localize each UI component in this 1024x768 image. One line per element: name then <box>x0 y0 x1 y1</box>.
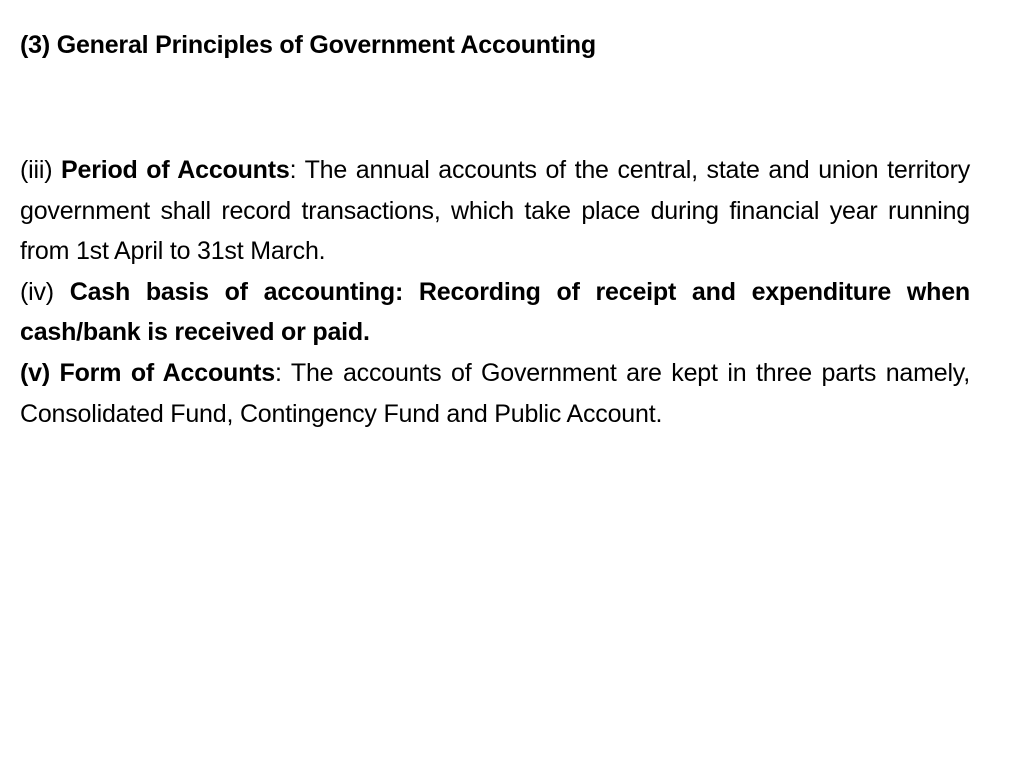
paragraph-heading: Period of Accounts <box>61 156 290 184</box>
paragraph-form-of-accounts <box>20 353 970 434</box>
slide-title: (3) General Principles of Government Accounting <box>20 31 596 59</box>
paragraph-prefix: (iv) <box>20 277 70 306</box>
paragraph-prefix: (iii) <box>20 156 62 184</box>
paragraph-period-of-accounts <box>20 150 970 272</box>
paragraph-text: : The annual accounts of the central, state and union territory government shall record transactions, which take place during financial year running from 1st April to 31st March. <box>20 156 970 266</box>
paragraph-cash-basis <box>20 272 970 353</box>
paragraph-heading: Cash basis of accounting: Recording of receipt and expenditure when cash/bank is received or paid. <box>20 277 970 347</box>
slide-body <box>20 150 970 434</box>
paragraph-heading: (v) Form of Accounts <box>20 358 275 387</box>
paragraph-text: : The accounts of Government are kept in three parts namely, Consolidated Fund, Contingency Fund and Public Account. <box>20 358 971 428</box>
